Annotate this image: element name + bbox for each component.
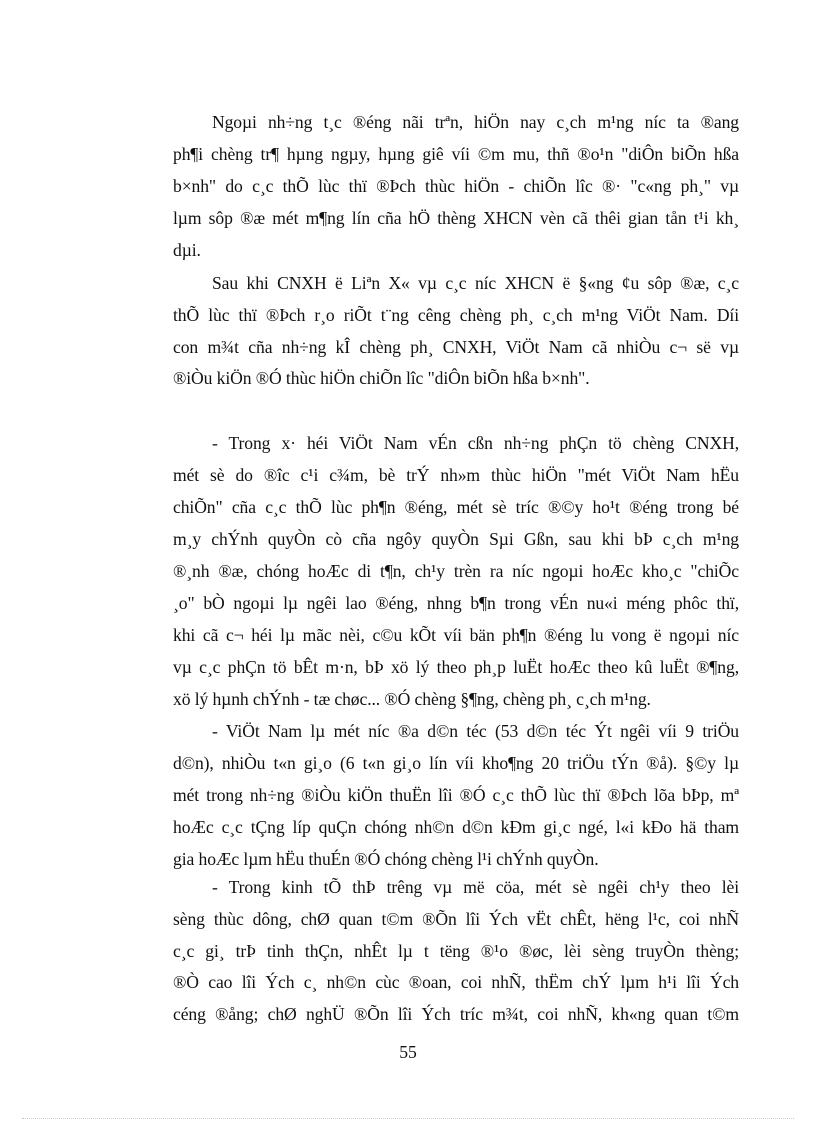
paragraph-4-line-5: gia hoÆc lµm hËu thuÉn ®Ó chóng chèng l¹i chÝnh quyÒn.: [173, 849, 599, 869]
paragraph-4-line-2: d©n), nhiÒu t«n gi¸o (6 t«n gi¸o lín víi kho¶ng 20 triÖu tÝn ®å). §©y lµ: [173, 753, 739, 773]
paragraph-2-line-3: con m¾t cña nh÷ng kÎ chèng ph¸ CNXH, ViÖt Nam cã nhiÒu c¬ së vµ: [173, 337, 739, 357]
paragraph-1-line-1: Ngoµi nh÷ng t¸c ®éng nãi trªn, hiÖn nay c¸ch m¹ng níc ta ®ang: [212, 112, 739, 132]
paragraph-3-line-5: ®¸nh ®æ, chóng hoÆc di t¶n, ch¹y trèn ra níc ngoµi hoÆc kho¸c "chiÕc: [173, 561, 739, 581]
paragraph-2-line-2: thÕ lùc thï ®Þch r¸o riÕt t¨ng cêng chèng ph¸ c¸ch m¹ng ViÖt Nam. Díi: [173, 305, 739, 325]
paragraph-3-line-4: m¸y chÝnh quyÒn cò cña ngôy quyÒn Sµi Gßn, sau khi bÞ c¸ch m¹ng: [173, 529, 739, 549]
paragraph-3-line-3: chiÕn" cña c¸c thÕ lùc ph¶n ®éng, mét sè tríc ®©y ho¹t ®éng trong bé: [173, 497, 739, 517]
paragraph-1-line-3: b×nh" do c¸c thÕ lùc thï ®Þch thùc hiÖn - chiÕn lîc ®· "c«ng ph¸" vµ: [173, 176, 739, 196]
paragraph-5-line-3: c¸c gi¸ trÞ tinh thÇn, nhÊt lµ t tëng ®¹o ®øc, lèi sèng truyÒn thèng;: [173, 941, 739, 961]
paragraph-4-line-3: mét trong nh÷ng ®iÒu kiÖn thuËn lîi ®Ó c¸c thÕ lùc thï ®Þch lõa bÞp, mª: [173, 785, 739, 805]
paragraph-3-line-9: xö lý hµnh chÝnh - tæ chøc... ®Ó chèng §¶ng, chèng ph¸ c¸ch m¹ng.: [173, 689, 651, 709]
paragraph-1-line-2: ph¶i chèng tr¶ hµng ngµy, hµng giê víi ©m mu, thñ ®o¹n "diÔn biÕn hßa: [173, 144, 739, 164]
paragraph-3-line-6: ¸o" bÒ ngoµi lµ ngêi lao ®éng, nhng b¶n trong vÉn nu«i méng phôc thï,: [173, 593, 739, 613]
paragraph-3-line-7: khi cã c¬ héi lµ mãc nèi, c©u kÕt víi bän ph¶n ®éng lu vong ë ngoµi níc: [173, 625, 739, 645]
paragraph-3-line-2: mét sè do ®îc c¹i c¾m, bè trÝ nh»m thùc hiÖn "mét ViÖt Nam hËu: [173, 465, 739, 485]
paragraph-3-line-8: vµ c¸c phÇn tö bÊt m·n, bÞ xö lý theo ph¸p luËt hoÆc theo kû luËt ®¶ng,: [173, 657, 739, 677]
page-number: 55: [399, 1042, 417, 1062]
paragraph-5-line-5: céng ®ång; chØ nghÜ ®Õn lîi Ých tríc m¾t, coi nhÑ, kh«ng quan t©m: [173, 1004, 739, 1024]
paragraph-4-line-1: - ViÖt Nam lµ mét níc ®a d©n téc (53 d©n téc Ýt ngêi víi 9 triÖu: [212, 721, 739, 741]
paragraph-3-line-1: - Trong x· héi ViÖt Nam vÉn cßn nh÷ng phÇn tö chèng CNXH,: [212, 433, 739, 453]
paragraph-5-line-4: ®Ò cao lîi Ých c¸ nh©n cùc ®oan, coi nhÑ, thËm chÝ lµm h¹i lîi Ých: [173, 972, 739, 992]
paragraph-4-line-4: hoÆc c¸c tÇng líp quÇn chóng nh©n d©n kÐm gi¸c ngé, l«i kÐo hä tham: [173, 817, 739, 837]
paragraph-5-line-1: - Trong kinh tÕ thÞ trêng vµ më cöa, mét sè ngêi ch¹y theo lèi: [212, 877, 739, 897]
footer-rule: [22, 1118, 794, 1119]
paragraph-1-line-5: dµi.: [173, 240, 201, 260]
paragraph-5-line-2: sèng thùc dông, chØ quan t©m ®Õn lîi Ých vËt chÊt, hëng l¹c, coi nhÑ: [173, 909, 739, 929]
paragraph-2-line-1: Sau khi CNXH ë Liªn X« vµ c¸c níc XHCN ë §«ng ¢u sôp ®æ, c¸c: [212, 273, 739, 293]
paragraph-1-line-4: lµm sôp ®æ mét m¶ng lín cña hÖ thèng XHCN vèn cã thêi gian tån t¹i kh¸: [173, 208, 739, 228]
paragraph-2-line-4: ®iÒu kiÖn ®Ó thùc hiÖn chiÕn lîc "diÔn biÕn hßa b×nh".: [173, 368, 590, 388]
